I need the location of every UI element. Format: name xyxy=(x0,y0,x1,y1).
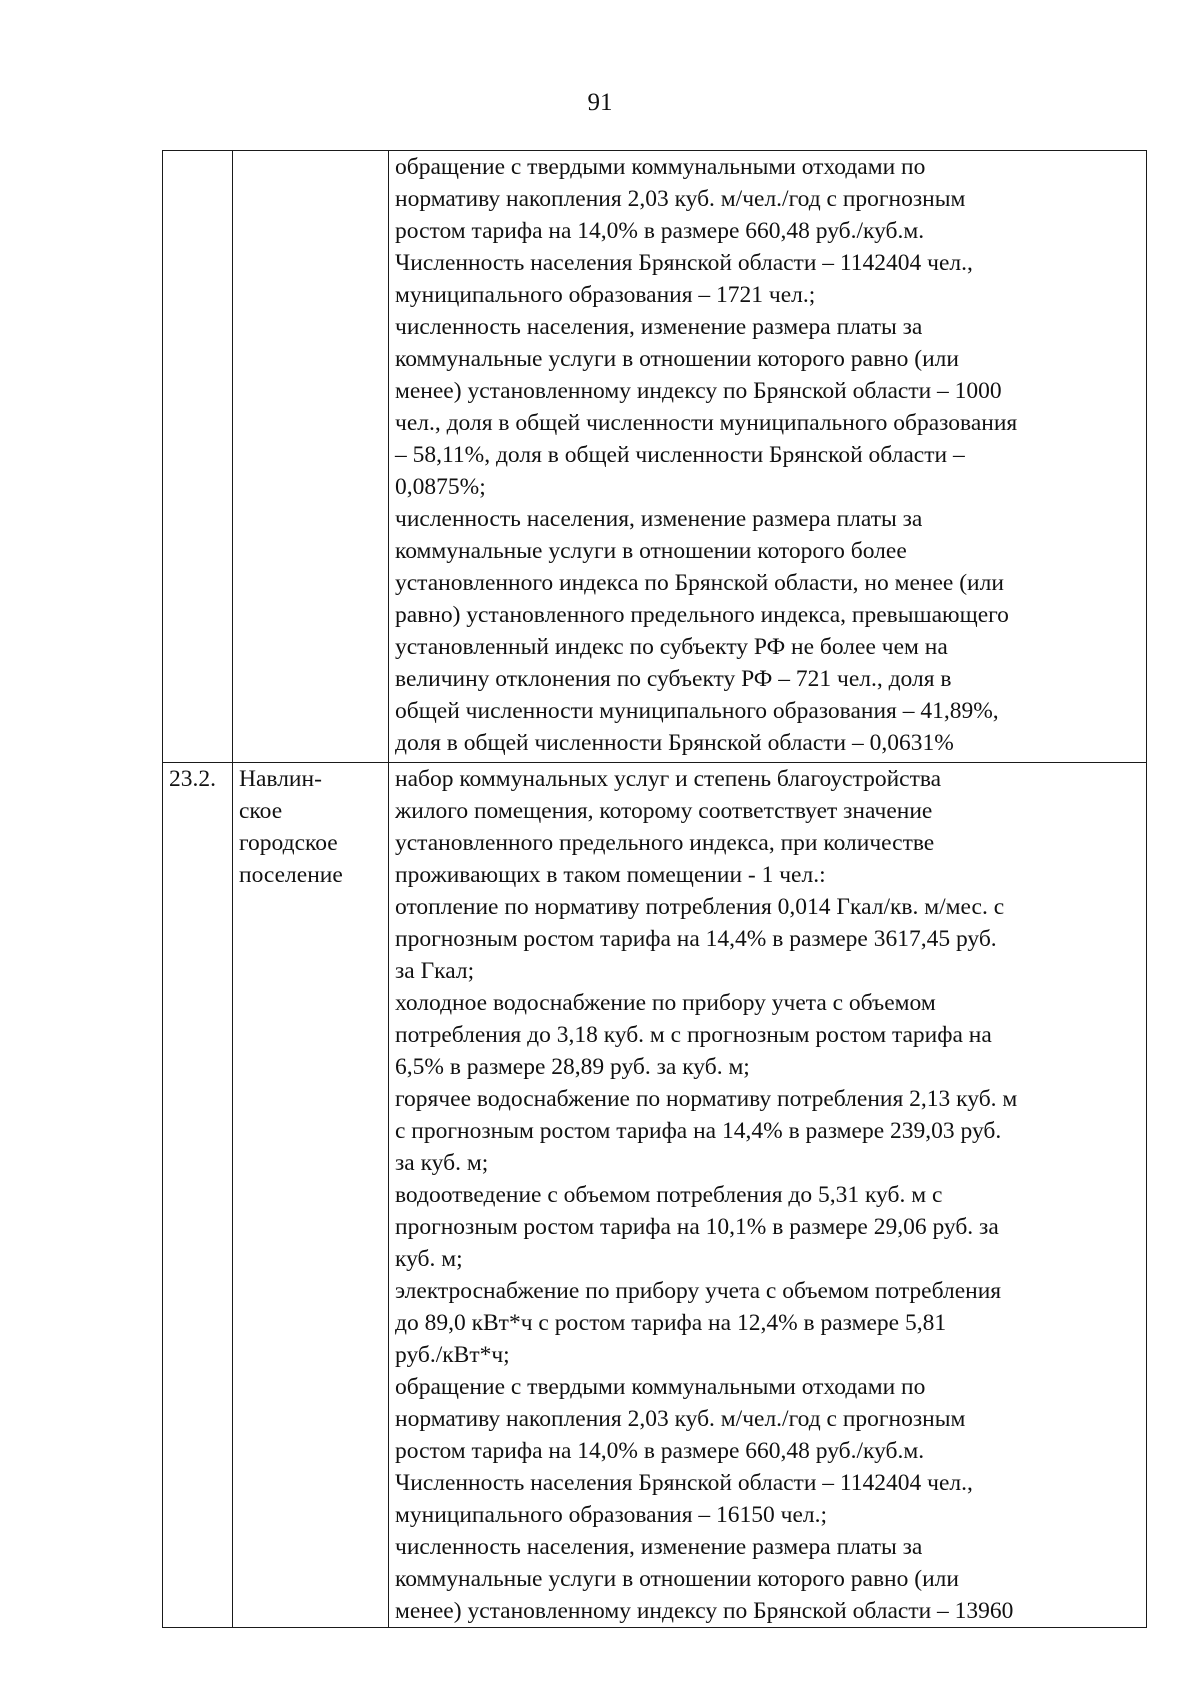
description-line: руб./кВт*ч; xyxy=(395,1342,510,1368)
description-line: с прогнозным ростом тарифа на 14,4% в размере 239,03 руб. xyxy=(395,1118,1002,1144)
table-row xyxy=(163,151,1147,763)
description-line: набор коммунальных услуг и степень благоустройства xyxy=(395,766,942,792)
description-line: установленный индекс по субъекту РФ не более чем на xyxy=(395,634,948,660)
description-line: за Гкал; xyxy=(395,958,475,984)
description-line: отопление по нормативу потребления 0,014 Гкал/кв. м/мес. с xyxy=(395,894,1005,920)
description-line: общей численности муниципального образования – 41,89%, xyxy=(395,698,999,724)
description-line: куб. м; xyxy=(395,1246,463,1272)
description-line: холодное водоснабжение по прибору учета с объемом xyxy=(395,990,936,1016)
municipality-name-line: Навлин- xyxy=(239,766,322,792)
description-line: нормативу накопления 2,03 куб. м/чел./год с прогнозным xyxy=(395,186,966,212)
description-line: ростом тарифа на 14,0% в размере 660,48 руб./куб.м. xyxy=(395,1438,925,1464)
description-line: муниципального образования – 16150 чел.; xyxy=(395,1502,828,1528)
description-line: обращение с твердыми коммунальными отходами по xyxy=(395,154,926,180)
municipality-name-cell xyxy=(233,151,389,763)
table-row xyxy=(163,763,1147,1628)
description-line: численность населения, изменение размера платы за xyxy=(395,314,923,340)
description-line: равно) установленного предельного индекса, превышающего xyxy=(395,602,1009,628)
description-line: ростом тарифа на 14,0% в размере 660,48 руб./куб.м. xyxy=(395,218,925,244)
description-line: нормативу накопления 2,03 куб. м/чел./год с прогнозным xyxy=(395,1406,966,1432)
description-line: потребления до 3,18 куб. м с прогнозным ростом тарифа на xyxy=(395,1022,992,1048)
page-number: 91 xyxy=(587,89,613,116)
municipality-name-line: ское xyxy=(239,798,283,824)
description-line: численность населения, изменение размера платы за xyxy=(395,1534,923,1560)
description-cell xyxy=(389,763,1147,1628)
description-line: – 58,11%, доля в общей численности Брянской области – xyxy=(395,442,965,468)
description-line: прогнозным ростом тарифа на 10,1% в размере 29,06 руб. за xyxy=(395,1214,999,1240)
tariff-table xyxy=(162,150,1147,1628)
description-line: обращение с твердыми коммунальными отходами по xyxy=(395,1374,926,1400)
description-line: величину отклонения по субъекту РФ – 721 чел., доля в xyxy=(395,666,952,692)
description-line: доля в общей численности Брянской области – 0,0631% xyxy=(395,730,954,756)
description-line: установленного индекса по Брянской области, но менее (или xyxy=(395,570,1004,596)
description-line: проживающих в таком помещении - 1 чел.: xyxy=(395,862,826,888)
description-line: за куб. м; xyxy=(395,1150,489,1176)
description-line: 0,0875%; xyxy=(395,474,486,500)
description-line: коммунальные услуги в отношении которого более xyxy=(395,538,907,564)
description-line: Численность населения Брянской области – 1142404 чел., xyxy=(395,1470,973,1496)
description-line: менее) установленному индексу по Брянской области – 1000 xyxy=(395,378,1002,404)
description-line: жилого помещения, которому соответствует значение xyxy=(395,798,933,824)
description-line: численность населения, изменение размера платы за xyxy=(395,506,923,532)
municipality-name-line: городское xyxy=(239,830,338,856)
description-line: установленного предельного индекса, при количестве xyxy=(395,830,935,856)
description-line: менее) установленному индексу по Брянской области – 13960 xyxy=(395,1598,1014,1624)
description-line: 6,5% в размере 28,89 руб. за куб. м; xyxy=(395,1054,750,1080)
municipality-name-line: поселение xyxy=(239,862,343,888)
description-line: электроснабжение по прибору учета с объемом потребления xyxy=(395,1278,1002,1304)
description-line: прогнозным ростом тарифа на 14,4% в размере 3617,45 руб. xyxy=(395,926,997,952)
description-line: коммунальные услуги в отношении которого равно (или xyxy=(395,1566,959,1592)
description-line: Численность населения Брянской области – 1142404 чел., xyxy=(395,250,973,276)
description-line: до 89,0 кВт*ч с ростом тарифа на 12,4% в размере 5,81 xyxy=(395,1310,947,1336)
description-line: горячее водоснабжение по нормативу потребления 2,13 куб. м xyxy=(395,1086,1018,1112)
description-line: водоотведение с объемом потребления до 5,31 куб. м с xyxy=(395,1182,943,1208)
row-number-cell: 23.2. xyxy=(163,763,233,1628)
description-cell xyxy=(389,151,1147,763)
description-line: муниципального образования – 1721 чел.; xyxy=(395,282,816,308)
description-line: чел., доля в общей численности муниципального образования xyxy=(395,410,1018,436)
row-number-cell xyxy=(163,151,233,763)
description-line: коммунальные услуги в отношении которого равно (или xyxy=(395,346,959,372)
municipality-name-cell xyxy=(233,763,389,1628)
